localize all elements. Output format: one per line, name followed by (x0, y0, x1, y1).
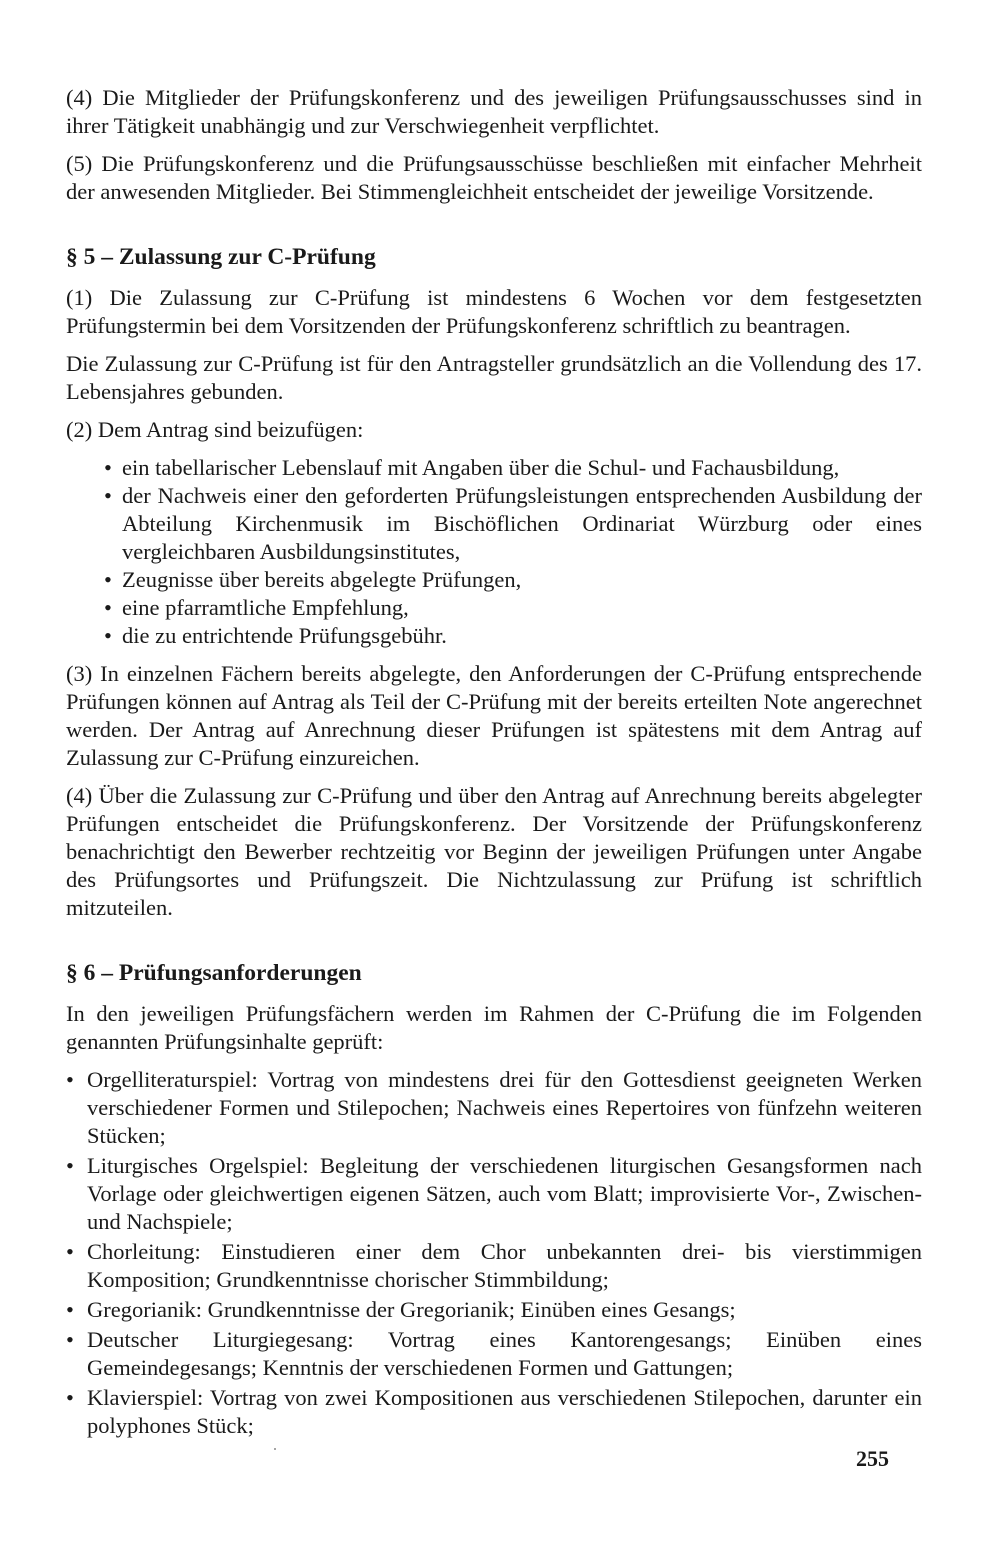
page-body (66, 84, 922, 1442)
paragraph-5-1b: Die Zulassung zur C-Prüfung ist für den Antragsteller grundsätzlich an die Vollendung des 17. Lebensjahres gebunden. (66, 351, 922, 404)
section-5-heading: § 5 – Zulassung zur C-Prüfung (66, 244, 376, 270)
list-item: • Klavierspiel: Vortrag von zwei Kompositionen aus verschiedenen Stilepochen, darunter ein polyphones Stück; (66, 1384, 922, 1440)
paragraph-4-4: (4) Die Mitglieder der Prüfungskonferenz und des jeweiligen Prüfungsausschusses sind in ihrer Tätigkeit unabhängig und zur Verschwiegenheit verpflichtet. (66, 85, 922, 138)
section-6-heading: § 6 – Prüfungsanforderungen (66, 960, 362, 986)
paragraph-5-2-lead: (2) Dem Antrag sind beizufügen: (66, 417, 364, 442)
list-item: • Deutscher Liturgiegesang: Vortrag eines Kantorengesangs; Einüben eines Gemeindegesangs; Kenntnis der verschiedenen Formen und Gattungen; (66, 1326, 922, 1382)
list-item: • Zeugnisse über bereits abgelegte Prüfungen, (66, 566, 922, 594)
requirements-list (66, 1066, 922, 1440)
paragraph-5-1: (1) Die Zulassung zur C-Prüfung ist mindestens 6 Wochen vor dem festgesetzten Prüfungstermin bei dem Vorsitzenden der Prüfungskonferenz schriftlich zu beantragen. (66, 285, 922, 338)
paragraph-5-4: (4) Über die Zulassung zur C-Prüfung und über den Antrag auf Anrechnung bereits abgelegter Prüfungen entscheidet die Prüfungskonferenz. Der Vorsitzende der Prüfungskonferenz benachrichtigt den Bewerber rechtzeitig vor Beginn der jeweiligen Prüfungen unter Angabe des Prüfungsortes und Prüfungszeit. Die Nichtzulassung zur Prüfung ist schriftlich mitzuteilen. (66, 783, 922, 920)
attachment-list (66, 454, 922, 650)
list-item: • Orgelliteraturspiel: Vortrag von mindestens drei für den Gottesdienst geeigneten Werken verschiedener Formen und Stilepochen; Nachweis eines Repertoires von fünfzehn weiteren Stücken; (66, 1066, 922, 1150)
paragraph-4-5: (5) Die Prüfungskonferenz und die Prüfungsausschüsse beschließen mit einfacher Mehrheit der anwesenden Mitglieder. Bei Stimmengleichheit entscheidet der jeweilige Vorsitzende. (66, 151, 922, 204)
list-item: • der Nachweis einer den geforderten Prüfungsleistungen entsprechenden Ausbildung der Abteilung Kirchenmusik im Bischöflichen Ordinariat Würzburg oder eines vergleichbaren Ausbildungsinstitutes, (66, 482, 922, 566)
page-number: 255 (856, 1446, 889, 1471)
scan-speck (274, 1448, 276, 1450)
list-item: • Gregorianik: Grundkenntnisse der Gregorianik; Einüben eines Gesangs; (66, 1296, 922, 1324)
list-item: • die zu entrichtende Prüfungsgebühr. (66, 622, 922, 650)
list-item: • ein tabellarischer Lebenslauf mit Angaben über die Schul- und Fachausbildung, (66, 454, 922, 482)
paragraph-5-3: (3) In einzelnen Fächern bereits abgelegte, den Anforderungen der C-Prüfung entsprechende Prüfungen können auf Antrag als Teil der C-Prüfung mit der bereits erteilten Note angerechnet werden. Der Antrag auf Anrechnung dieser Prüfungen ist spätestens mit dem Antrag auf Zulassung zur C-Prüfung einzureichen. (66, 661, 922, 770)
paragraph-6-intro: In den jeweiligen Prüfungsfächern werden im Rahmen der C-Prüfung die im Folgenden genannten Prüfungsinhalte geprüft: (66, 1001, 922, 1054)
list-item: • Chorleitung: Einstudieren einer dem Chor unbekannten drei- bis vierstimmigen Komposition; Grundkenntnisse chorischer Stimmbildung; (66, 1238, 922, 1294)
list-item: • Liturgisches Orgelspiel: Begleitung der verschiedenen liturgischen Gesangsformen nach Vorlage oder gleichwertigen eigenen Sätzen, auch vom Blatt; improvisierte Vor-, Zwischen- und Nachspiele; (66, 1152, 922, 1236)
list-item: • eine pfarramtliche Empfehlung, (66, 594, 922, 622)
